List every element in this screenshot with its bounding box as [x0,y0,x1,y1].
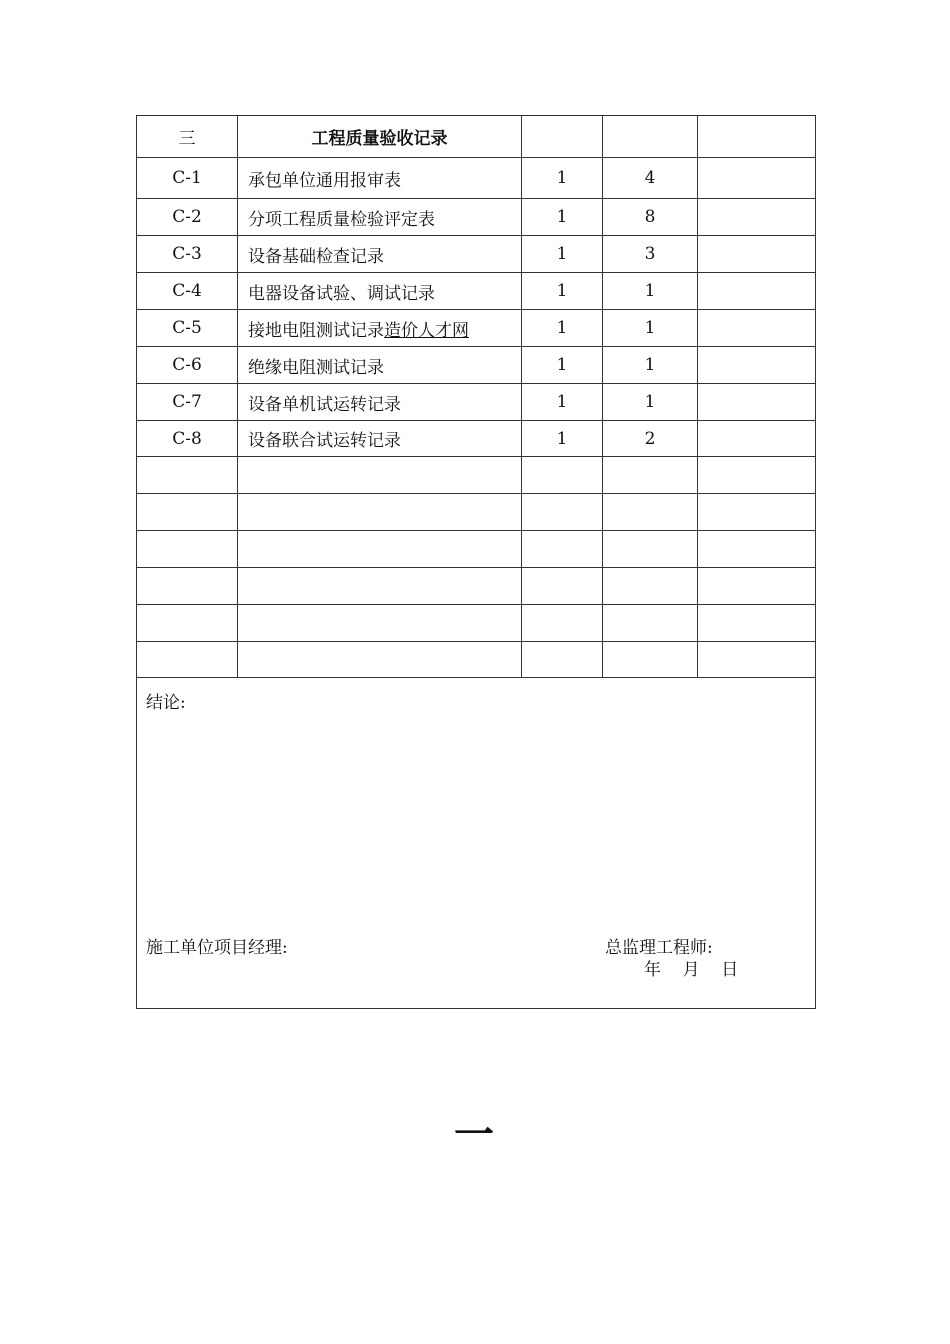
row-pages: 8 [603,199,698,236]
supervisor-signature-label: 总监理工程师: [605,938,713,958]
table-row [137,273,816,310]
row-name: 承包单位通用报审表 [238,158,522,199]
row-remark [698,158,816,199]
table-row [137,199,816,236]
row-code: C-7 [137,384,238,421]
row-name: 电器设备试验、调试记录 [238,273,522,310]
row-remark [698,310,816,347]
row-code: C-5 [137,310,238,347]
table-row [137,310,816,347]
table-row [137,158,816,199]
row-copies: 1 [522,347,603,384]
section-number: 三 [137,116,238,158]
row-copies: 1 [522,236,603,273]
row-code: C-3 [137,236,238,273]
row-copies: 1 [522,199,603,236]
row-pages: 4 [603,158,698,199]
row-name: 设备基础检查记录 [238,236,522,273]
table-row [137,347,816,384]
row-pages: 3 [603,236,698,273]
table-row [137,384,816,421]
row-pages: 2 [603,421,698,457]
conclusion-cell [137,678,816,1009]
date-line: 年 月 日 [644,960,739,980]
row-copies: 1 [522,384,603,421]
conclusion-label: 结论: [146,693,186,713]
row-code: C-2 [137,199,238,236]
row-code: C-8 [137,421,238,457]
row-copies: 1 [522,158,603,199]
section-title: 工程质量验收记录 [238,116,522,158]
row-pages: 1 [603,384,698,421]
row-name-text: 接地电阻测试记录 [248,320,384,341]
row-copies: 1 [522,273,603,310]
row-remark [698,236,816,273]
row-pages: 1 [603,347,698,384]
row-name: 设备单机试运转记录 [238,384,522,421]
row-code: C-1 [137,158,238,199]
records-table [136,115,816,1009]
row-name-link[interactable]: 造价人才网 [384,320,469,341]
empty-row [137,531,816,568]
row-copies: 1 [522,310,603,347]
row-code: C-6 [137,347,238,384]
row-remark [698,421,816,457]
row-name [238,310,522,347]
empty-row [137,605,816,642]
row-code: C-4 [137,273,238,310]
table-header-row [137,116,816,158]
row-remark [698,273,816,310]
row-name: 绝缘电阻测试记录 [238,347,522,384]
row-name: 分项工程质量检验评定表 [238,199,522,236]
section-divider-character: 一 [454,1112,494,1158]
table-row [137,236,816,273]
row-remark [698,384,816,421]
row-remark [698,199,816,236]
row-name: 设备联合试运转记录 [238,421,522,457]
empty-row [137,568,816,605]
empty-row [137,494,816,531]
empty-row [137,642,816,678]
conclusion-row [137,678,816,1009]
empty-row [137,457,816,494]
table-row [137,421,816,457]
row-copies: 1 [522,421,603,457]
row-pages: 1 [603,273,698,310]
row-remark [698,347,816,384]
row-pages: 1 [603,310,698,347]
manager-signature-label: 施工单位项目经理: [146,938,288,958]
